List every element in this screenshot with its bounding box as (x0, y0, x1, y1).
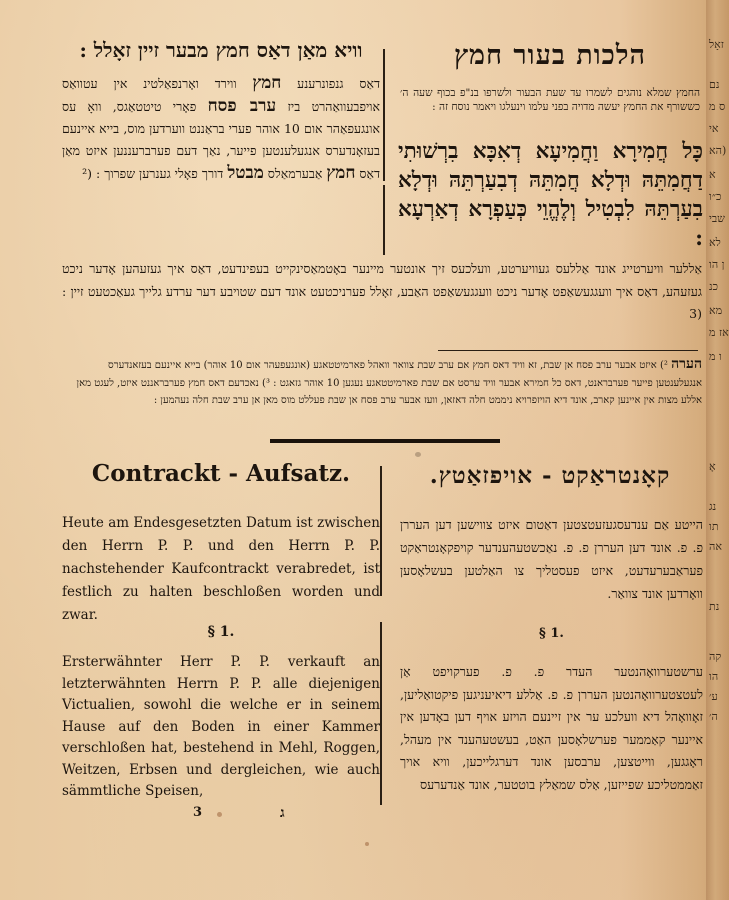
margin-fragment: ע׳ (709, 690, 718, 703)
contract-title-yiddish: קאָנטראַקט - אויפזאַטץ. (429, 462, 671, 489)
instructions-text: ווירד ואָרנפאַלטינ אין עטוואַס אויפבעוואַהרט ביז (62, 76, 380, 114)
margin-fragment: ס מ (709, 100, 726, 113)
section-number-yiddish: § 1. (539, 626, 564, 641)
instructions-title: וויא מאַן דאַס חמץ מבער זיין זאָלל : (79, 38, 363, 62)
column-divider (383, 185, 385, 255)
margin-fragment: נת (709, 600, 720, 613)
instructions-text: פאָרי טיטטאַגס, וואָ עס אונגעפאַהר אום 10 אוהר פערי בראַננט ווערדען מוס, בייא איינעם בעזאָנדערס אנגעלענטען פייער, נאַך דעם פערברעננען איזט מאַן דאַס (62, 99, 380, 181)
margin-fragment: אז מ (709, 326, 729, 339)
column-divider (380, 622, 382, 805)
notes-text: ²) איזט אבער ערב פסח אן שבת, זא וויד דאס חמץ אם ערב שבת צוואר וואהל פארמיטטאגע (אונגעפעהר אום 10 אוהר) בייא איינעם בעזאנדערס אנגעלענטען פייער פערבראנט, דאס כל חמירא אבער וויד ערסט אם שבת פארמיטטאגע נעגען 10 אוהר גזאגט : ³) נאכדעם דאס חמץ פערבראננט איזט, לעגט מאן אללע מצות אין איינען קארב, אונד דיא הויזפרויא ניממט חלה דאזאן, וועז אבער ערב פסח אן שבת פעללט מוס מאן אן ערב שבת חלה נעהמען : (76, 360, 702, 406)
halachot-intro: החמץ שמלא נוהגים לשמרו עד שעת הבעור ולשרפו בנ"פ בכוף שעה ה׳ כששורף את החמץ יעשה מדויה בפני עלמו וינעלגו ויאמר נוסח זה : (400, 87, 700, 113)
signature-letter: ג (280, 805, 285, 821)
margin-fragment: נם (709, 78, 720, 91)
margin-fragment: א (709, 168, 716, 181)
margin-fragment: ה׳ (709, 710, 718, 723)
halachot-title: הלכות בעור חמץ (453, 40, 647, 71)
margin-fragment: כנ (709, 280, 718, 293)
footnotes (62, 356, 702, 410)
margin-fragment: הא) (709, 144, 727, 157)
margin-fragment: תו (709, 520, 719, 533)
margin-fragment: ן הו (709, 258, 725, 271)
instructions-text: דאַס גנפונרענע (297, 76, 380, 91)
margin-fragment: שבי (709, 212, 725, 225)
column-divider (380, 466, 382, 596)
notes-label: הערה (671, 356, 702, 372)
contract-intro-german: Heute am Endesgesetzten Datum ist zwischen den Herrn P. P. und den Herrn P. P. nachstehender Kaufcontrackt verabredet, ist festlich zu halten beschloßen worden und zwar. (62, 515, 380, 623)
contract-title-german: Contrackt - Aufsatz. (91, 460, 351, 487)
signature-number: 3 (193, 805, 203, 820)
margin-fragment: הו (709, 670, 719, 683)
section-number-german: § 1. (207, 624, 235, 640)
contract-body-yiddish: ערשטערוואָהנטער העדר פ. פ. פערקויפט אַן לעטצטערוואָהנטען העררן פ. פ. אַללע דיאיעניגען פיקטואַליען, זאָוואָהל דיא וועלכע ער אין זיינעם הויזע אויף דען באָדען אין איינער קאַממער פערשלאָסען האַט, בעשטעהענד אין מעהל, ראָגגען, ווייטצען, ערבסען אונד דערגלייכען, וויא אויך זאַממטליכע שפייזען, אַלס שמאַלץ בוטטער, אונד אַנדערעס (400, 664, 703, 792)
erev-pesach-word: ערב פסח (207, 96, 277, 116)
margin-fragment: אָ (709, 460, 716, 473)
margin-fragment: ו מ (709, 350, 722, 363)
chametz-word: חמץ (326, 163, 356, 183)
foxing-spot (415, 452, 421, 457)
margin-fragment: קה (709, 650, 722, 663)
translation-paragraph: אַללער וויערטייג אונד אַללעס געוויערטע, וועלכעס זיך אונטער מיינער באָטמאַסינקייט בעפינדעט, דאַס איך געזעהען אָדער ניכט געזעהע, דאַס איך וועגגעשאַפט אָדער ניכט וועגגעשאַפט האַבע, זאָלל פערניכטעט אונד דעם שטויבע דער ערדע גלייך געאַכטעט זיין : (3 (62, 261, 702, 321)
kol-chamira-text: כָּל חֲמִירָא וַחֲמִיעָא דְאִכָּא בִרְשׁוּתִי דַחֲמִתֵּהּ וּדְלָא חֲמִתֵּהּ דְבִעַרְתֵּהּ וּדְלָא בִעַרְתֵּהּ לִבְטִיל וְלֶהֱוֵי כְּעַפְרָא דְאַרְעָא : (398, 139, 703, 251)
mevatel-word: מבטל (227, 163, 264, 183)
foxing-spot (217, 812, 222, 817)
instructions-text: אַבערמאַלס (267, 166, 323, 181)
contract-body-german: Ersterwähnter Herr P. P. verkauft an letzterwähnten Herrn P. P. alle diejenigen Victualien, sowohl die welche er in seinem Hause auf den Boden in einer Kammer verschloßen hat, bestehend in Mehl, Roggen, Weitzen, Erbsen und dergleichen, wie auch sämmtliche Speisen, (62, 654, 380, 799)
instructions-text: דורך פאָלי גענרען שפרוך : (² (82, 166, 224, 181)
column-divider (383, 49, 385, 181)
margin-fragment: נג (709, 500, 717, 513)
margin-fragment: כ״ו (709, 190, 722, 203)
foxing-spot (365, 842, 369, 846)
chametz-word: חמץ (252, 73, 282, 93)
notes-divider (438, 350, 698, 351)
instructions-body (62, 72, 380, 185)
margin-fragment: אי (709, 122, 719, 135)
margin-fragment: אה (709, 540, 722, 553)
contract-intro-yiddish: הייטע אַם ענדעסגעזעטצטען דאַטום איזט צווישען דען העררן פ. פ. אונד דען העררן פ. פ. נאַכשטעהענדער קויפקאָנטראַקט פעראַבערעדעט, איזט פעסטליך צו האַלטען בעשלאָסען וואָרדען אונד צוואַר. (400, 517, 703, 601)
margin-fragment: מא (709, 304, 723, 317)
margin-fragment: זאָל (709, 38, 724, 51)
section-divider (270, 439, 500, 443)
margin-fragment: לא (709, 236, 721, 249)
facing-page-edge (706, 0, 729, 900)
